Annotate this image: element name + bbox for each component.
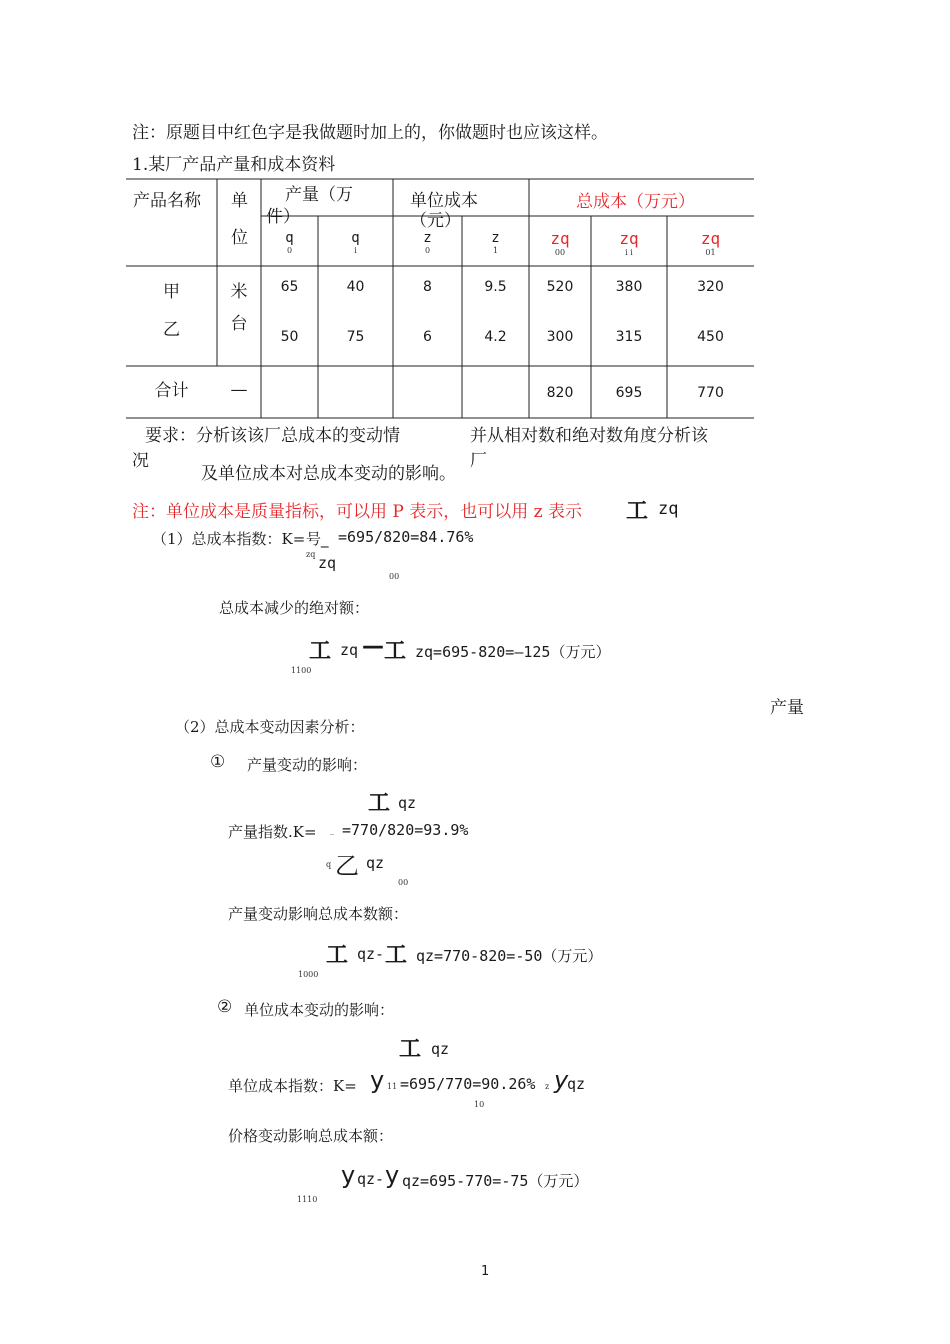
- total-name: 合计: [154, 381, 189, 401]
- table-grid: [0, 0, 950, 430]
- s2-pr-label: 价格变动影响总成本额：: [228, 1127, 394, 1145]
- sigma-symbol: 工: [368, 791, 391, 816]
- cell-z0: 8: [423, 279, 432, 295]
- s1-abs-b: zq=695-820=—125（万元）: [415, 643, 611, 661]
- red-note-tail: zq: [658, 499, 679, 519]
- s2-idx-mark: _: [330, 826, 334, 835]
- cell-c01: 320: [697, 279, 724, 295]
- page-number: 1: [481, 1264, 490, 1279]
- total-c01: 770: [697, 385, 724, 401]
- sigma-symbol: 工: [309, 639, 332, 664]
- red-note: 注：单位成本是质量指标，可以用 P 表示，也可以用 z 表示: [132, 502, 583, 522]
- row-unit: 米: [230, 282, 248, 302]
- s2-c2-num: ②: [217, 997, 233, 1017]
- cell-z0: 6: [423, 329, 432, 345]
- sigma-symbol: 工: [326, 943, 349, 968]
- sub-z0-index: 0: [424, 246, 431, 255]
- s2-idx-num: qz: [398, 794, 417, 812]
- sub-z1: z: [491, 230, 500, 246]
- total-c00: 820: [546, 385, 574, 401]
- sub-zq01: zq: [700, 229, 721, 248]
- total-c11: 695: [615, 385, 643, 401]
- s2-uc-small: 11: [387, 1082, 398, 1091]
- s1-den-sup: zq: [306, 550, 316, 559]
- cell-c00: 300: [546, 329, 574, 345]
- s2-eff-a: qz-: [357, 945, 385, 963]
- sub-z1-index: 1: [492, 246, 499, 255]
- sub-q0-index: 0: [286, 246, 293, 255]
- s1-abs-label: 总成本减少的绝对额：: [219, 599, 370, 617]
- requirement-cut-left: 况: [132, 451, 149, 471]
- requirement-part-b: 并从相对数和绝对数角度分析该: [470, 426, 708, 446]
- top-note: 注：原题目中红色字是我做题时加上的，你做题时也应该这样。: [132, 123, 608, 143]
- header-total-cost: 总成本（万元）: [576, 192, 695, 212]
- header-unit-cost: 单位成本: [410, 191, 478, 211]
- cell-z1: 9.5: [484, 279, 507, 295]
- cell-q0: 50: [280, 329, 299, 345]
- s2-pr-y: y: [341, 1161, 356, 1189]
- cell-c00: 520: [546, 279, 574, 295]
- header-unit-1: 单: [231, 191, 248, 211]
- s2-idx-den: qz: [366, 854, 385, 872]
- sub-q0: q: [285, 230, 294, 246]
- s1-abs-sub: 1100: [291, 666, 312, 675]
- s2-eff-sub: 1000: [298, 970, 319, 979]
- header-unit-cost-cut: （元）: [410, 211, 461, 231]
- sub-zq01-index: 01: [705, 248, 716, 257]
- total-unit: —: [230, 380, 248, 400]
- header-product-name: 产品名称: [133, 191, 201, 211]
- sigma-symbol: 工: [626, 499, 649, 524]
- s1-label: （1）总成本指数：K=: [152, 530, 306, 548]
- row-name: 甲: [163, 282, 180, 302]
- s2-uc-den-small: z: [545, 1082, 550, 1091]
- s2-pr-a: qz-: [357, 1170, 385, 1188]
- cell-c01: 450: [697, 329, 724, 345]
- margin-word: 产量: [770, 698, 804, 718]
- header-output-cut: 件）: [266, 207, 300, 227]
- s2-eff-b: qz=770-820=-50（万元）: [416, 947, 603, 965]
- s1-frac-mark: 号_: [306, 530, 329, 548]
- s2-c1-num: ①: [210, 752, 226, 772]
- s2-idx-den-sub: 00: [398, 878, 409, 887]
- cell-q1: 75: [346, 329, 365, 345]
- s1-abs-minus: —: [362, 634, 384, 659]
- s2-pr-sub: 1110: [297, 1195, 318, 1204]
- s2-uc-num: qz: [431, 1040, 450, 1058]
- sub-zq00-index: 00: [554, 248, 566, 257]
- s2-idx-label: 产量指数.K=: [228, 823, 317, 841]
- sub-z0: z: [423, 230, 432, 246]
- s2-uc-label: 单位成本指数：K=: [228, 1077, 357, 1095]
- s2-uc-den: qz: [567, 1075, 586, 1093]
- cell-c11: 315: [615, 329, 643, 345]
- sub-zq11-index: i i: [625, 248, 633, 257]
- header-unit-2: 位: [231, 228, 248, 248]
- cell-c11: 380: [615, 279, 643, 295]
- s2-pr-y: y: [385, 1161, 400, 1189]
- sub-q1-index: i: [354, 246, 357, 255]
- s2-uc-den-y: y: [554, 1066, 569, 1094]
- s2-uc-formula: =695/770=90.26%: [400, 1075, 536, 1093]
- s2-c1-title: 产量变动的影响：: [247, 756, 368, 774]
- s1-den-sub: 00: [389, 572, 400, 581]
- s2-idx-den-sym: 乙: [335, 852, 359, 880]
- s1-abs-a: zq: [340, 641, 359, 659]
- s2-label: （2）总成本变动因素分析：: [175, 718, 365, 736]
- s2-idx-den-pre: q: [326, 860, 332, 869]
- s2-pr-b: qz=695-770=-75（万元）: [402, 1172, 589, 1190]
- s2-c2-title: 单位成本变动的影响：: [244, 1001, 395, 1019]
- sub-zq11: zq: [619, 229, 639, 248]
- sigma-symbol: 工: [384, 639, 407, 664]
- requirement-part-a: 要求：分析该该厂总成本的变动情: [145, 426, 400, 446]
- s2-idx-formula: =770/820=93.9%: [342, 821, 469, 839]
- requirement-line-2: 及单位成本对总成本变动的影响。: [201, 464, 456, 484]
- row-unit: 台: [230, 314, 248, 334]
- s2-eff-label: 产量变动影响总成本数额：: [228, 905, 409, 923]
- sigma-symbol: 工: [399, 1037, 422, 1062]
- s1-formula: =695/820=84.76%: [338, 528, 474, 546]
- row-name: 乙: [163, 320, 180, 340]
- question-title: 1.某厂产品产量和成本资料: [132, 155, 336, 175]
- cell-q1: 40: [346, 279, 365, 295]
- s2-uc-sub: 10: [474, 1100, 485, 1109]
- cell-z1: 4.2: [484, 329, 507, 345]
- sub-zq00: zq: [550, 229, 570, 248]
- requirement-cut-right: 厂: [470, 451, 487, 471]
- sigma-symbol: 工: [385, 943, 408, 968]
- sub-q1: q: [351, 230, 360, 246]
- cell-q0: 65: [280, 279, 299, 295]
- header-output: 产量（万: [285, 185, 353, 205]
- s2-uc-y: y: [370, 1066, 385, 1094]
- s1-den: zq: [318, 554, 337, 572]
